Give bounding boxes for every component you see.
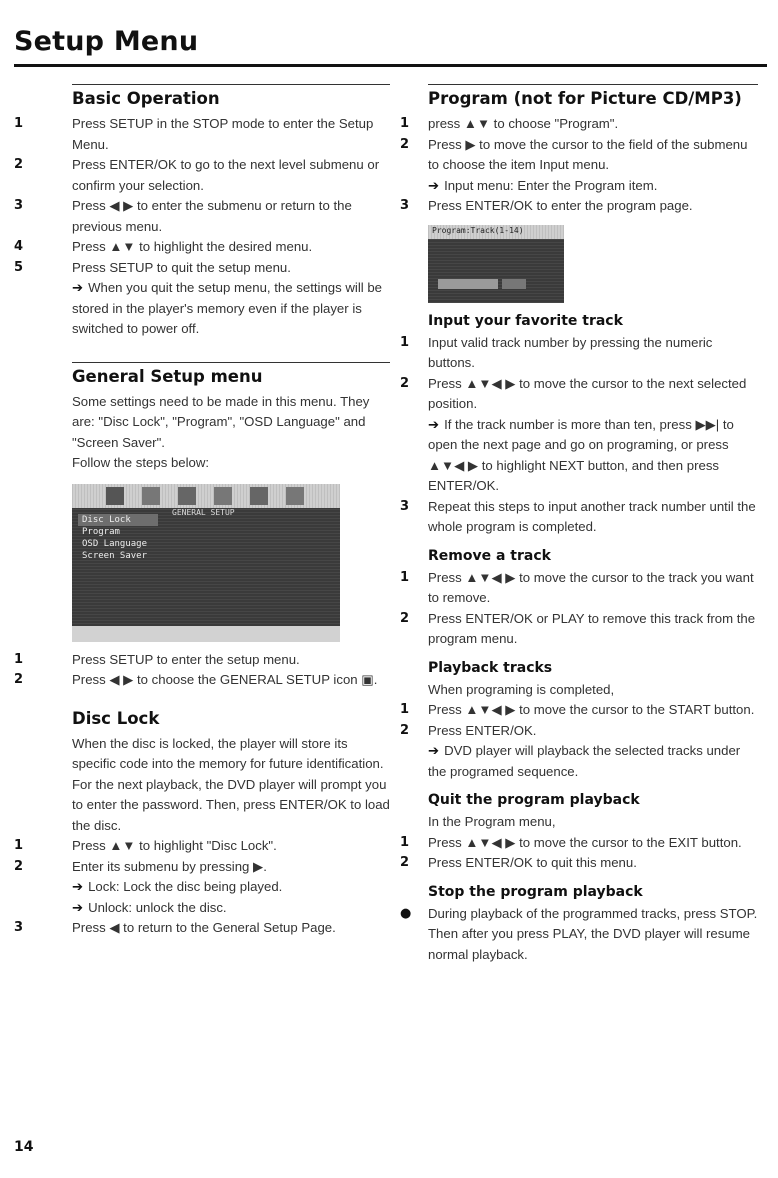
step-number: 5 — [14, 259, 24, 275]
password-icon — [250, 487, 268, 505]
list-item — [400, 114, 758, 135]
step-number: 3 — [14, 198, 24, 213]
step-note — [72, 278, 390, 340]
section-divider — [428, 84, 758, 85]
step-number: 1 — [14, 651, 24, 667]
note-text: DVD player will playback the selected tracks under the programed sequence. — [428, 743, 741, 779]
step-note — [428, 176, 758, 197]
step-number: 2 — [400, 136, 410, 152]
list-item — [14, 918, 390, 939]
step-text: Repeat this steps to input another track number until the whole program is completed. — [428, 498, 756, 534]
screen-toolbar — [72, 484, 340, 508]
list-item — [14, 857, 390, 919]
step-note — [72, 898, 390, 919]
preference-icon — [214, 487, 232, 505]
list-item — [400, 609, 758, 650]
arrow-icon: ➔ — [428, 177, 440, 193]
note-text: Input menu: Enter the Program item. — [444, 177, 658, 193]
step-number: 1 — [400, 702, 410, 717]
step-number: 4 — [14, 239, 24, 254]
list-item — [400, 853, 758, 874]
screen-bottom-bar — [72, 626, 340, 642]
screen-title: Program:Track(1-14) — [432, 225, 524, 235]
step-text: Press ENTER/OK. — [428, 722, 537, 738]
note-text: If the track number is more than ten, press ▶▶| to open the next page and go on programing, or press ▲▼◀ ▶ to highlight NEXT button, and then press ENTER/OK. — [428, 416, 734, 493]
step-text: Press ▲▼ to highlight the desired menu. — [72, 239, 313, 254]
stop-program-heading: Stop the program playback — [428, 883, 643, 900]
right-column — [400, 84, 758, 965]
list-item — [14, 155, 390, 196]
step-text: Press SETUP to quit the setup menu. — [72, 259, 291, 275]
list-item — [14, 650, 390, 671]
arrow-icon: ➔ — [72, 879, 84, 894]
screen-field — [502, 279, 526, 289]
step-note — [428, 741, 758, 782]
step-number: 2 — [400, 375, 410, 391]
video-setup-icon — [178, 487, 196, 505]
step-text: Press ▲▼◀ ▶ to move the cursor to the next selected position. — [428, 375, 747, 411]
list-item — [14, 258, 390, 340]
list-item — [14, 114, 390, 155]
disc-lock-intro: When the disc is locked, the player will store its specific code into the memory for future identification. For the next playback, the DVD player will prompt you to enter the password. Then, press ENTER/OK to load the disc. — [72, 735, 390, 833]
step-text: During playback of the programmed tracks, press STOP. Then after you press PLAY, the DVD player will resume normal playback. — [428, 905, 758, 962]
list-item — [14, 836, 390, 857]
list-item — [400, 833, 758, 854]
quit-program-heading: Quit the program playback — [428, 792, 640, 808]
list-item — [400, 196, 758, 217]
input-track-heading: Input your favorite track — [428, 312, 623, 329]
step-text: Input valid track number by pressing the numeric buttons. — [428, 334, 713, 370]
list-item — [400, 721, 758, 783]
general-setup-intro: Some settings need to be made in this menu. They are: "Disc Lock", "Program", "OSD Language" and "Screen Saver". — [72, 393, 370, 450]
list-item — [400, 497, 758, 538]
screen-label: GENERAL SETUP — [172, 507, 235, 517]
step-number: 2 — [400, 722, 410, 738]
list-item — [14, 196, 390, 237]
arrow-icon: ➔ — [428, 743, 440, 758]
program-screenshot — [428, 225, 564, 303]
screen-menu — [78, 514, 158, 562]
list-item — [400, 568, 758, 609]
list-item — [14, 237, 390, 258]
step-text: Press ▲▼ to highlight "Disc Lock". — [72, 838, 277, 853]
audio-setup-icon — [142, 487, 160, 505]
list-item — [400, 904, 758, 966]
list-item — [400, 333, 758, 374]
step-number: 3 — [400, 198, 410, 213]
section-divider — [72, 362, 390, 363]
bullet-icon: ● — [400, 905, 412, 921]
step-number: 2 — [400, 610, 410, 626]
step-text: Press ▲▼◀ ▶ to move the cursor to the EXIT button. — [428, 834, 742, 850]
note-text: When you quit the setup menu, the settings will be stored in the player's memory even if the player is switched to power off. — [72, 280, 383, 336]
step-text: Press ▶ to move the cursor to the field of the submenu to choose the item Input menu. — [428, 136, 748, 172]
title-divider — [14, 64, 767, 67]
screen-titlebar — [428, 225, 564, 239]
playback-intro: When programing is completed, — [428, 681, 615, 697]
screen-menu-item: OSD Language — [82, 538, 148, 549]
general-setup-heading: General Setup menu — [72, 366, 263, 386]
page-number: 14 — [14, 1139, 34, 1155]
step-note — [72, 877, 390, 898]
step-number: 1 — [14, 116, 24, 131]
step-text: Press ENTER/OK to quit this menu. — [428, 855, 637, 870]
step-number: 1 — [14, 838, 24, 853]
step-text: Press ▲▼◀ ▶ to move the cursor to the START button. — [428, 702, 755, 717]
general-setup-screenshot — [72, 484, 340, 642]
step-text: Press SETUP to enter the setup menu. — [72, 651, 300, 667]
step-number: 2 — [14, 858, 24, 874]
program-heading: Program (not for Picture CD/MP3) — [428, 89, 742, 108]
playback-tracks-heading: Playback tracks — [428, 659, 553, 676]
arrow-icon: ➔ — [428, 416, 440, 432]
step-number: 1 — [400, 834, 410, 850]
arrow-icon: ➔ — [72, 899, 84, 915]
step-number: 3 — [400, 498, 410, 514]
step-number: 1 — [400, 116, 410, 131]
screen-menu-item: Disc Lock — [78, 514, 158, 526]
list-item — [400, 374, 758, 497]
step-number: 2 — [14, 157, 24, 172]
quit-intro: In the Program menu, — [428, 814, 556, 829]
step-text: Press ENTER/OK to go to the next level submenu or confirm your selection. — [72, 157, 380, 193]
screen-menu-item: Program — [82, 526, 120, 537]
note-text: Lock: Lock the disc being played. — [88, 879, 283, 894]
basic-operation-heading: Basic Operation — [72, 89, 220, 108]
arrow-icon: ➔ — [72, 280, 84, 295]
list-item — [400, 135, 758, 197]
page-title: Setup Menu — [14, 26, 199, 57]
step-text: Press ENTER/OK or PLAY to remove this track from the program menu. — [428, 610, 756, 646]
step-number: 2 — [400, 855, 410, 870]
step-text: Press ◀ to return to the General Setup Page. — [72, 920, 336, 935]
general-setup-icon — [106, 487, 124, 505]
screen-field — [438, 279, 498, 289]
list-item — [400, 700, 758, 721]
list-item — [14, 670, 390, 691]
step-text: Press ENTER/OK to enter the program page. — [428, 198, 693, 213]
exit-icon — [286, 487, 304, 505]
step-note — [428, 415, 758, 497]
note-text: Unlock: unlock the disc. — [88, 899, 227, 915]
step-number: 1 — [400, 569, 410, 585]
disc-lock-heading: Disc Lock — [72, 708, 160, 728]
general-setup-follow: Follow the steps below: — [72, 455, 210, 470]
step-text: Press ◀ ▶ to enter the submenu or return to the previous menu. — [72, 198, 352, 234]
step-number: 1 — [400, 334, 410, 350]
step-text: Press ▲▼◀ ▶ to move the cursor to the track you want to remove. — [428, 569, 754, 605]
step-text: Enter its submenu by pressing ▶. — [72, 858, 267, 874]
step-text: press ▲▼ to choose "Program". — [428, 116, 619, 131]
section-divider — [72, 84, 390, 85]
screen-menu-item: Screen Saver — [82, 550, 148, 561]
left-column — [14, 84, 390, 939]
remove-track-heading: Remove a track — [428, 547, 551, 564]
step-text: Press SETUP in the STOP mode to enter the Setup Menu. — [72, 116, 374, 152]
step-number: 3 — [14, 920, 24, 935]
step-number: 2 — [14, 672, 24, 687]
step-text: Press ◀ ▶ to choose the GENERAL SETUP icon ▣. — [72, 672, 378, 687]
